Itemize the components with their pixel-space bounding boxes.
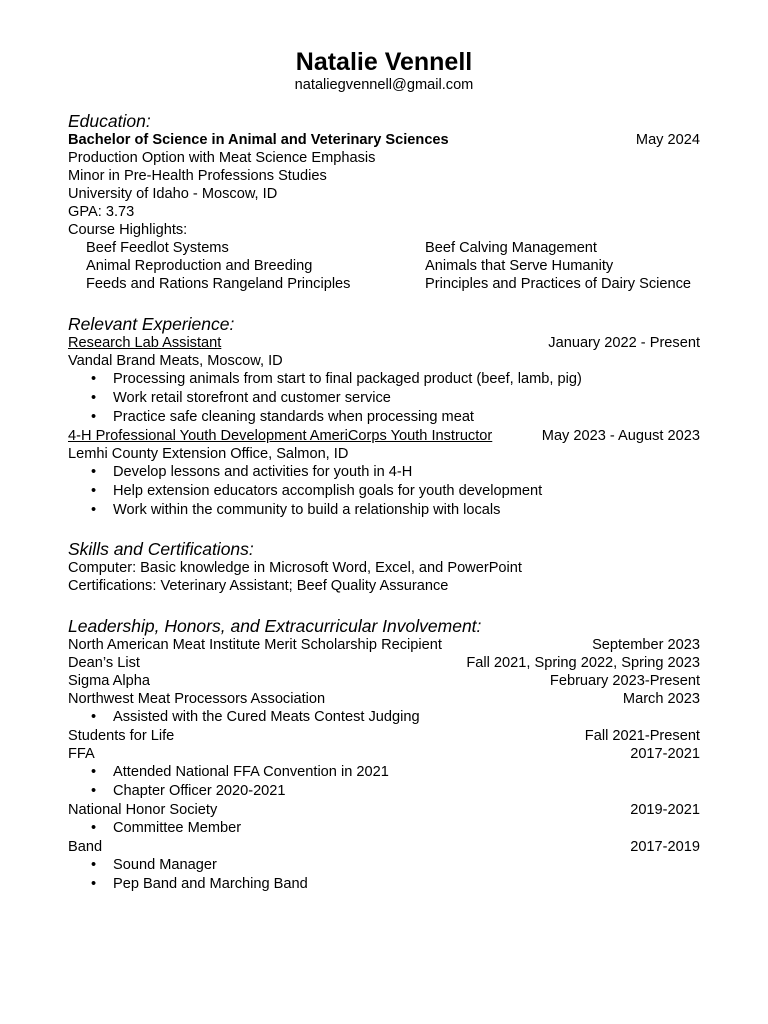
honor-name: Sigma Alpha: [68, 673, 150, 689]
job-title: 4-H Professional Youth Development AmeriCorps Youth Instructor: [68, 428, 493, 444]
list-item: • Work retail storefront and customer service: [113, 389, 700, 408]
honor-date: 2017-2019: [630, 839, 700, 855]
education-line: Minor in Pre-Health Professions Studies: [68, 168, 327, 184]
honor-date: 2019-2021: [630, 802, 700, 818]
education-line: Production Option with Meat Science Emphasis: [68, 150, 376, 166]
honor-date: Fall 2021, Spring 2022, Spring 2023: [466, 655, 700, 671]
skills-heading: Skills and Certifications:: [68, 539, 254, 559]
leadership-section: [68, 616, 700, 894]
job-title-row: [68, 427, 700, 445]
education-line: University of Idaho - Moscow, ID: [68, 186, 278, 202]
list-item: • Sound Manager: [113, 856, 700, 875]
degree-date: May 2024: [635, 132, 700, 148]
list-item: • Assisted with the Cured Meats Contest Judging: [113, 708, 700, 727]
honor-date: September 2023: [592, 637, 700, 653]
list-item: • Pep Band and Marching Band: [113, 875, 700, 894]
experience-section: [68, 314, 700, 520]
job-title: Research Lab Assistant: [68, 335, 222, 351]
education-section: [68, 111, 700, 293]
list-item: • Help extension educators accomplish goals for youth development: [113, 482, 700, 501]
list-item: • Processing animals from start to final packaged product (beef, lamb, pig): [113, 370, 700, 389]
job-bullets: [68, 463, 700, 520]
honor-row: [68, 636, 700, 654]
degree-row: [68, 131, 700, 149]
honor-name: North American Meat Institute Merit Scholarship Recipient: [68, 637, 442, 653]
degree-title: Bachelor of Science in Animal and Veterinary Sciences: [68, 132, 449, 148]
honor-row: [68, 727, 700, 745]
job-organization: Vandal Brand Meats, Moscow, ID: [68, 353, 283, 369]
education-line: GPA: 3.73: [68, 204, 135, 220]
skills-line: Computer: Basic knowledge in Microsoft Word, Excel, and PowerPoint: [68, 560, 522, 576]
experience-heading: Relevant Experience:: [68, 314, 235, 334]
honor-row: [68, 672, 700, 690]
honor-row: [68, 801, 700, 819]
list-item: • Attended National FFA Convention in 2021: [113, 763, 700, 782]
honor-row: [68, 838, 700, 856]
job-organization: Lemhi County Extension Office, Salmon, ID: [68, 446, 349, 462]
skills-line: Certifications: Veterinary Assistant; Beef Quality Assurance: [68, 578, 449, 594]
honor-name: Northwest Meat Processors Association: [68, 691, 326, 707]
course-item: Beef Calving Management: [425, 240, 597, 256]
honor-name: National Honor Society: [68, 802, 218, 818]
honor-date: February 2023-Present: [549, 673, 700, 689]
list-item: • Chapter Officer 2020-2021: [113, 782, 700, 801]
job-bullets: [68, 370, 700, 427]
education-line: Course Highlights:: [68, 222, 188, 238]
skills-section: [68, 539, 700, 595]
course-item: Principles and Practices of Dairy Science: [425, 276, 692, 292]
honor-name: Band: [68, 839, 103, 855]
list-item: • Work within the community to build a relationship with locals: [113, 501, 700, 520]
honor-row: [68, 745, 700, 763]
course-item: Animals that Serve Humanity: [425, 258, 614, 274]
honor-bullets: [68, 856, 700, 894]
course-item: Beef Feedlot Systems: [86, 240, 229, 256]
list-item: • Develop lessons and activities for youth in 4-H: [113, 463, 700, 482]
honor-row: [68, 690, 700, 708]
course-item: Feeds and Rations Rangeland Principles: [86, 276, 351, 292]
honor-bullets: [68, 819, 700, 838]
email-address: nataliegvennell@gmail.com: [294, 77, 474, 93]
honor-date: Fall 2021-Present: [584, 728, 700, 744]
education-heading: Education:: [68, 111, 151, 131]
resume-name: Natalie Vennell: [295, 48, 473, 76]
job-title-row: [68, 334, 700, 352]
leadership-heading: Leadership, Honors, and Extracurricular Involvement:: [68, 616, 482, 636]
honor-bullets: [68, 708, 700, 727]
list-item: • Practice safe cleaning standards when processing meat: [113, 408, 700, 427]
course-item: Animal Reproduction and Breeding: [86, 258, 313, 274]
list-item: • Committee Member: [113, 819, 700, 838]
honor-name: Dean’s List: [68, 655, 140, 671]
honor-date: 2017-2021: [630, 746, 700, 762]
course-highlights: [68, 239, 700, 293]
job-date: May 2023 - August 2023: [541, 428, 700, 444]
honor-date: March 2023: [622, 691, 700, 707]
honor-bullets: [68, 763, 700, 801]
honor-name: FFA: [68, 746, 95, 762]
honor-row: [68, 654, 700, 672]
honor-name: Students for Life: [68, 728, 175, 744]
job-date: January 2022 - Present: [548, 335, 700, 351]
